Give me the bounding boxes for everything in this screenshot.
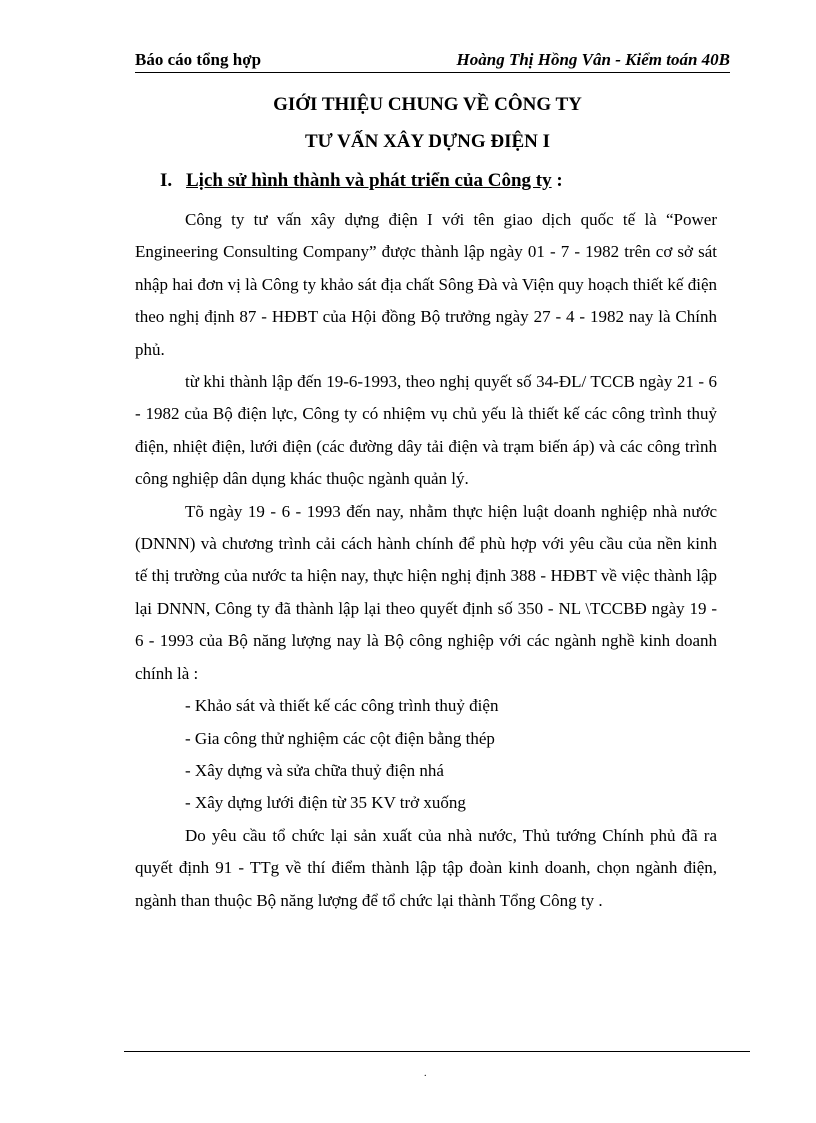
footer-mark: . — [424, 1068, 427, 1079]
document-title-line-2: TƯ VẤN XÂY DỰNG ĐIỆN I — [304, 131, 551, 152]
bullet-item: - Gia công thử nghiệm các cột điện bằng thép — [185, 728, 495, 748]
page-header — [135, 48, 730, 73]
bullet-item: - Khảo sát và thiết kế các công trình thuỷ điện — [185, 696, 499, 716]
bullet-item: - Xây dựng và sửa chữa thuỷ điện nhá — [185, 760, 444, 780]
paragraph: Tõ ngày 19 - 6 - 1993 đến nay, nhằm thực hiện luật doanh nghiệp nhà nước (DNNN) và chương trình cải cách hành chính để phù hợp với yêu cầu của nền kinh tế thị trường của nước ta hiện nay, thực hiện nghị định 388 - HĐBT về việc thành lập lại DNNN, Công ty đã thành lập lại theo quyết định số 350 - NL \TCCBĐ ngày 19 - 6 - 1993 của Bộ năng lượng nay là Bộ công nghiệp với các ngành nghề kinh doanh chính là : — [135, 501, 717, 683]
paragraph: Công ty tư vấn xây dựng điện I với tên giao dịch quốc tế là “Power Engineering Consulting Company” được thành lập ngày 01 - 7 - 1982 trên cơ sở sát nhập hai đơn vị là Công ty khảo sát địa chất Sông Đà và Viện quy hoạch thiết kế điện theo nghị định 87 - HĐBT của Hội đồng Bộ trưởng ngày 27 - 4 - 1982 nay là Chính phủ. — [135, 210, 717, 359]
footer-divider — [124, 1051, 750, 1052]
section-number: I. — [160, 170, 173, 191]
section-title: Lịch sử hình thành và phát triển của Công ty — [186, 170, 552, 191]
closing-paragraph: Do yêu cầu tổ chức lại sản xuất của nhà nước, Thủ tướng Chính phủ đã ra quyết định 91 - TTg về thí điểm thành lập tập đoàn kinh doanh, chọn ngành điện, ngành than thuộc Bộ năng lượng để tổ chức lại thành Tổng Công ty . — [135, 825, 717, 910]
section-heading — [160, 170, 563, 192]
document-title-line-1: GIỚI THIỆU CHUNG VỀ CÔNG TY — [273, 94, 582, 115]
document-body — [135, 204, 717, 917]
bullet-item: - Xây dựng lưới điện từ 35 KV trở xuống — [185, 793, 466, 813]
paragraph: từ khi thành lập đến 19-6-1993, theo nghị quyết số 34-ĐL/ TCCB ngày 21 - 6 - 1982 của Bộ điện lực, Công ty có nhiệm vụ chủ yếu là thiết kế các công trình thuỷ điện, nhiệt điện, lưới điện (các đường dây tải điện và trạm biến áp) và các công trình công nghiệp dân dụng khác thuộc ngành quản lý. — [135, 372, 717, 489]
header-report-title: Báo cáo tổng hợp — [135, 50, 262, 69]
header-author: Hoàng Thị Hồng Vân - Kiểm toán 40B — [456, 50, 730, 69]
section-suffix: : — [551, 170, 563, 191]
